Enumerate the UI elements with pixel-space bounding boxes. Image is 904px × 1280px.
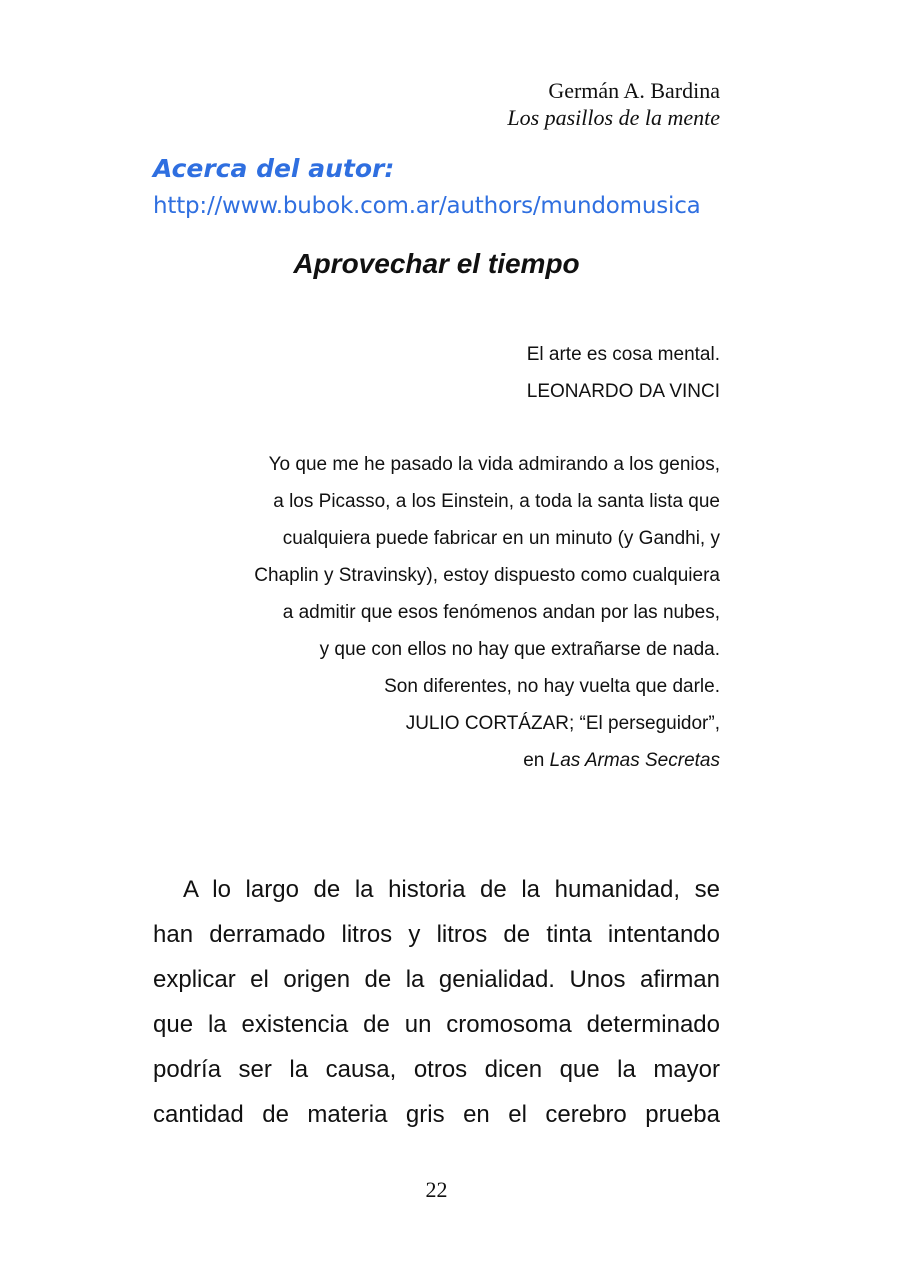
chapter-title: Aprovechar el tiempo [293,248,580,279]
body-line: cantidad de materia gris en el cerebro prueba [153,1101,720,1128]
about-author-section [153,153,753,221]
epigraph-da-vinci [527,336,720,410]
epigraph-line: cualquiera puede fabricar en un minuto (y Gandhi, y [282,528,720,549]
about-author-label: Acerca del autor: [153,154,395,183]
body-paragraph [153,867,720,1137]
epigraph-source-title: Las Armas Secretas [549,750,720,771]
running-header [507,77,720,131]
epigraph-line: Yo que me he pasado la vida admirando a los genios, [268,454,720,475]
page-number: 22 [425,1177,448,1202]
header-book-title: Los pasillos de la mente [507,105,720,130]
body-line: que la existencia de un cromosoma determinado [153,1011,720,1038]
header-author: Germán A. Bardina [548,78,720,103]
epigraph-quote: El arte es cosa mental. [526,344,720,365]
body-line: podría ser la causa, otros dicen que la mayor [153,1056,720,1083]
epigraph-line: y que con ellos no hay que extrañarse de nada. [319,639,720,660]
body-line: han derramado litros y litros de tinta intentando [153,921,720,948]
epigraph-source [254,742,720,779]
epigraph-line: Son diferentes, no hay vuelta que darle. [384,676,720,697]
body-line: A lo largo de la historia de la humanidad, se [183,876,720,903]
epigraph-cortazar [254,446,720,779]
author-profile-link[interactable]: http://www.bubok.com.ar/authors/mundomusica [153,193,701,219]
epigraph-line: Chaplin y Stravinsky), estoy dispuesto como cualquiera [254,565,720,586]
epigraph-line: a admitir que esos fenómenos andan por las nubes, [282,602,720,623]
body-line: explicar el origen de la genialidad. Unos afirman [153,966,720,993]
epigraph-line: a los Picasso, a los Einstein, a toda la santa lista que [273,491,720,512]
epigraph-attribution: LEONARDO DA VINCI [526,381,720,402]
epigraph-source-prefix: en [523,750,550,771]
epigraph-attribution: JULIO CORTÁZAR; “El perseguidor”, [405,713,720,734]
